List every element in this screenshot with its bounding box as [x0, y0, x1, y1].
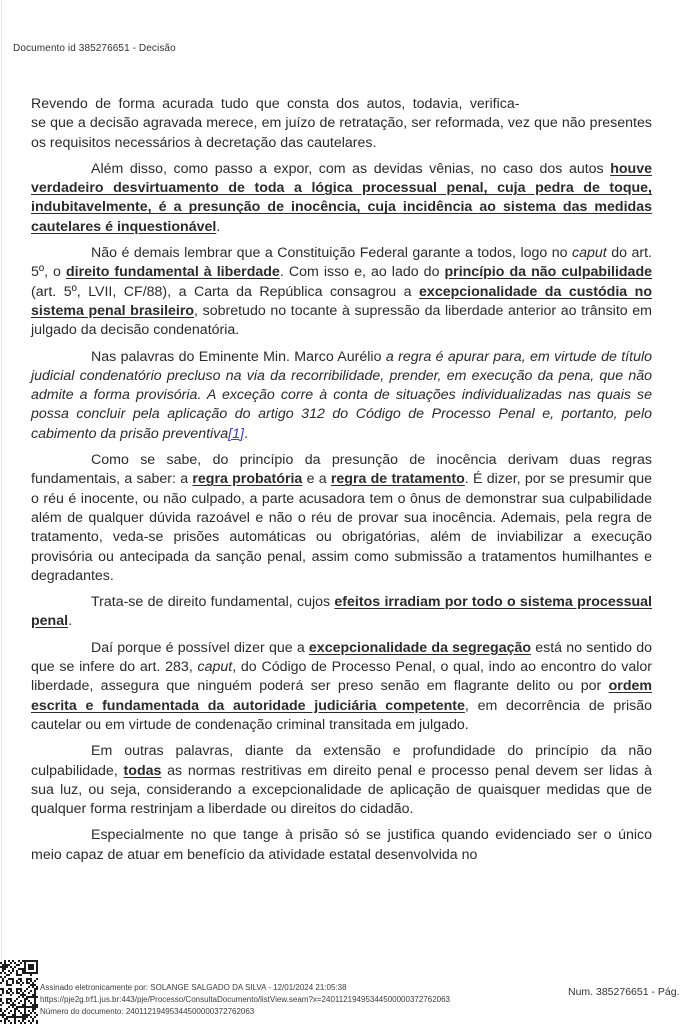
paragraph: [31, 95, 652, 153]
signature-line: Assinado eletronicamente por: SOLANGE SALGADO DA SILVA - 12/01/2024 21:05:38: [40, 983, 347, 992]
text-run: Revendo de forma acurada tudo que consta dos autos, todavia, verifica-: [31, 96, 520, 112]
text-run: direito fundamental à liberdade: [66, 264, 280, 281]
text-run: caput: [197, 659, 233, 676]
text-run: Daí porque é possível dizer que a: [91, 639, 309, 656]
signature-block: [40, 982, 450, 1019]
text-run: Como se sabe, do princípio da presunção de inocência derivam duas regras fundamentais, a saber: a: [31, 452, 652, 488]
text-run: Em outras palavras, diante da extensão e profundidade do princípio da não culpabilidade,: [31, 743, 652, 779]
text-run: , do Código de Processo Penal, o qual, indo ao encontro do valor liberdade, assegura que ninguém poderá ser preso senão em flagrante delito ou por: [31, 659, 652, 695]
text-run: , sobretudo no tocante à supressão da liberdade anterior ao trânsito em julgado da decisão condenatória.: [31, 302, 653, 339]
text-run: efeitos irradiam por todo o sistema processual penal: [31, 594, 652, 630]
text-run: todas: [123, 762, 162, 779]
verification-url: https://pje2g.trf1.jus.br:443/pje/Processo/ConsultaDocumento/listView.seam?x=24011219495344500000372762063: [40, 995, 450, 1005]
document-id-header: Documento id 385276651 - Decisão: [13, 43, 176, 54]
paragraph: [31, 451, 652, 586]
text-run: excepcionalidade da segregação: [308, 639, 532, 656]
text-run: .: [68, 613, 73, 630]
text-run: . Com isso e, ao lado do: [279, 264, 445, 281]
text-run: Não é demais lembrar que a Constituição Federal garante a todos, logo no: [91, 245, 573, 262]
text-run: .: [216, 218, 221, 235]
text-run: do art. 5º, o: [31, 245, 652, 281]
text-run: princípio da não culpabilidade: [444, 264, 653, 281]
text-run: se que a decisão agravada merece, em juízo de retratação, ser reformada, vez que não presentes os requisitos necessários à decretação das cautelares.: [31, 115, 652, 151]
paragraph: [31, 742, 652, 819]
text-run: a regra é apurar para, em virtude de título judicial condenatório precluso na via da recorribilidade, prender, em execução da pena, que não admite a forma provisória. A exceção corre à conta de situações individualizadas nas quais se possa concluir pela aplicação do artigo 312 do Código de Processo Penal e, portanto, pelo cabimento da prisão preventiva: [31, 348, 652, 442]
document-number: Número do documento: 24011219495344500000372762063: [40, 1007, 255, 1017]
document-body: [31, 95, 652, 872]
paragraph: [31, 348, 652, 444]
text-run: regra de tratamento: [330, 471, 465, 488]
text-run: ordem escrita e fundamentada da autoridade judiciária competente: [31, 678, 652, 714]
text-run: Além disso, como passo a expor, com as devidas vênias, no caso dos autos: [91, 160, 611, 177]
text-run: regra probatória: [192, 471, 303, 488]
text-run: e a: [302, 471, 331, 488]
text-run: . É dizer, por se presumir que o réu é inocente, ou não culpado, a parte acusadora tem o ônus de demonstrar sua culpabilidade além de qualquer dúvida razoável e não o réu de provar sua inocência. Ademais, pela regra de tratamento, veda-se prisões automáticas ou obrigatórias, além de inviabilizar a execução provisória ou antecipada da sanção penal, assim como submissão a tratamentos humilhantes e degradantes.: [31, 471, 653, 584]
page-number-label: Num. 385276651 - Pág.: [568, 986, 680, 998]
text-run: caput: [572, 245, 607, 262]
paragraph: [31, 160, 652, 237]
text-run: as normas restritivas em direito penal e processo penal devem ser lidas à sua luz, ou seja, considerando a excepcionalidade de aplicação de quaisquer medidas que de qualquer forma restrinjam a liberdade ou direitos do cidadão.: [31, 762, 652, 818]
footnote-link[interactable]: [1]: [228, 425, 244, 442]
qr-code-icon: [0, 960, 38, 1024]
paragraph: [31, 639, 652, 735]
text-run: Especialmente no que tange à prisão só se justifica quando evidenciado ser o único meio capaz de atuar em benefício da atividade estatal desenvolvida no: [31, 827, 652, 863]
text-run: , em decorrência de prisão cautelar ou em virtude de condenação criminal transitada em julgado.: [31, 697, 652, 733]
text-run: (art. 5º, LVII, CF/88), a Carta da República consagrou a: [31, 283, 420, 300]
text-run: Nas palavras do Eminente Min. Marco Aurélio: [91, 348, 386, 365]
paragraph: [31, 244, 652, 340]
paragraph: [31, 593, 652, 632]
text-run: .: [243, 425, 248, 442]
text-run: excepcionalidade da custódia no sistema penal brasileiro: [31, 283, 652, 319]
text-run: Trata-se de direito fundamental, cujos: [91, 594, 335, 611]
page-edge-line: [1, 0, 2, 1024]
text-run: está no sentido do que se infere do art. 283,: [31, 639, 652, 676]
paragraph: [31, 826, 652, 865]
text-run: houve verdadeiro desvirtuamento de toda a lógica processual penal, cuja pedra de toque, indubitavelmente, é a presunção de inocência, cuja incidência ao sistema das medidas cautelares é inquestionável: [31, 160, 652, 235]
